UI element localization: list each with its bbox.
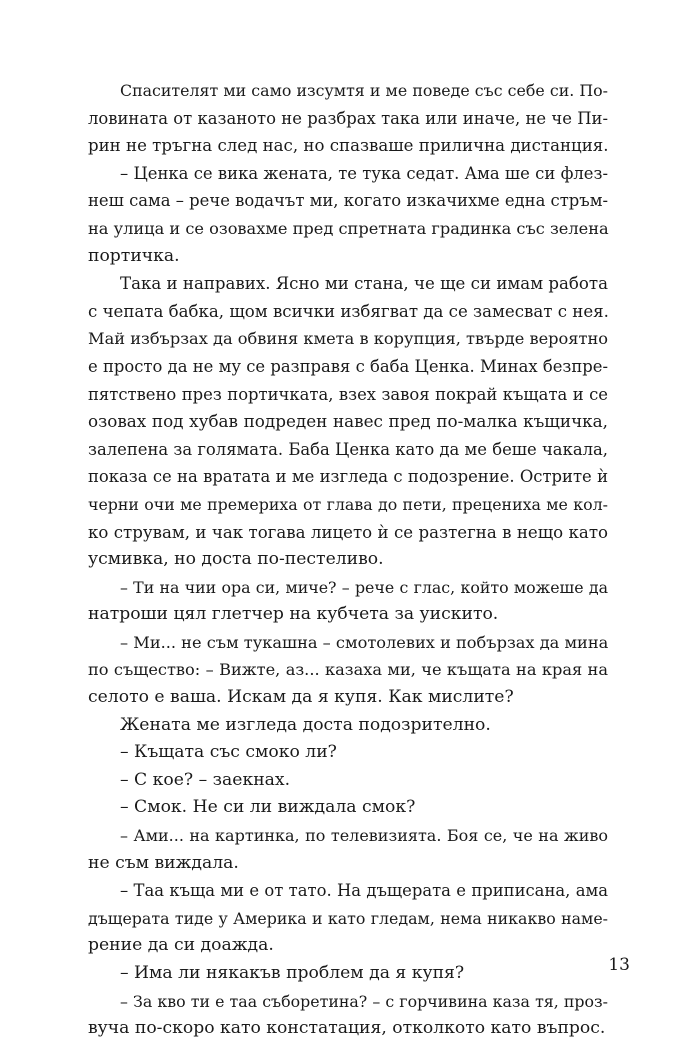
text-line: черни очи ме премериха от глава до пети, прецениха ме кол- xyxy=(88,494,608,514)
text-line: неш сама – рече водачът ми, когато изкачихме една стръм- xyxy=(88,191,609,211)
text-line: – Ами... на картинка, по телевизията. Боя се, че на живо xyxy=(120,826,608,846)
text-line: на улица и се озовахме пред спретната градинка със зелена xyxy=(88,218,609,238)
text-line: Така и направих. Ясно ми стана, че ще си имам работа xyxy=(120,274,608,294)
text-line: показа се на вратата и ме изгледа с подозрение. Острите ѝ xyxy=(88,467,608,487)
text-line: натроши цял глетчер на кубчета за уискито. xyxy=(88,604,499,625)
text-line: Спасителят ми само изсумтя и ме поведе със себе си. По- xyxy=(120,81,608,100)
text-line: усмивка, но доста по-пестеливо. xyxy=(88,549,384,570)
text-line: пятствено през портичката, взех завоя покрай къщата и се xyxy=(88,384,608,404)
text-line: е просто да не му се разправя с баба Ценка. Минах безпре- xyxy=(88,356,608,376)
text-line: рение да си доажда. xyxy=(88,935,274,956)
text-line: по същество: – Вижте, аз... казаха ми, че къщата на края на xyxy=(88,660,608,680)
page-number: 13 xyxy=(608,955,630,975)
text-line: Жената ме изгледа доста подозрително. xyxy=(120,714,491,735)
text-line: – Таа къща ми е от тато. На дъщерата е приписана, ама xyxy=(120,881,608,901)
text-line: селото е ваша. Искам да я купя. Как мислите? xyxy=(88,687,514,708)
text-line: – Има ли някакъв проблем да я купя? xyxy=(120,963,465,983)
text-line: – С кое? – заекнах. xyxy=(120,769,291,790)
text-line: залепена за голямата. Баба Ценка като да ме беше чакала, xyxy=(88,439,608,459)
text-line: – Къщата със смоко ли? xyxy=(120,742,337,763)
text-line: дъщерата тиде у Америка и като гледам, нема никакво наме- xyxy=(88,908,608,928)
text-line: ко струвам, и чак тогава лицето ѝ се разтегна в нещо като xyxy=(88,522,608,542)
body-text xyxy=(88,77,608,1043)
text-line: – Ценка се вика жената, те тука седат. Ама ше си флез- xyxy=(120,163,608,183)
text-line: – Смок. Не си ли виждала смок? xyxy=(120,797,416,818)
text-line: с чепата бабка, щом всички избягват да се замесват с нея. xyxy=(88,301,609,321)
text-line: – Ми... не съм тукашна – смотолевих и побързах да мина xyxy=(120,632,609,652)
text-line: Май избързах да обвиня кмета в корупция, твърде вероятно xyxy=(88,329,608,349)
text-line: ловината от казаното не разбрах така или иначе, не че Пи- xyxy=(88,108,608,128)
text-line: озовах под хубав подреден навес пред по-малка къщичка, xyxy=(88,411,608,432)
text-line: вуча по-скоро като констатация, отколкото като въпрос. xyxy=(88,1018,606,1039)
text-line: рин не тръгна след нас, но спазваше прилична дистанция. xyxy=(88,136,609,156)
text-line: – За кво ти е таа съборетина? – с горчивина каза тя, проз- xyxy=(120,991,608,1011)
text-line: не съм виждала. xyxy=(88,852,239,873)
text-line: портичка. xyxy=(88,245,180,266)
text-line: – Ти на чии ора си, миче? – рече с глас, който можеше да xyxy=(120,577,608,597)
